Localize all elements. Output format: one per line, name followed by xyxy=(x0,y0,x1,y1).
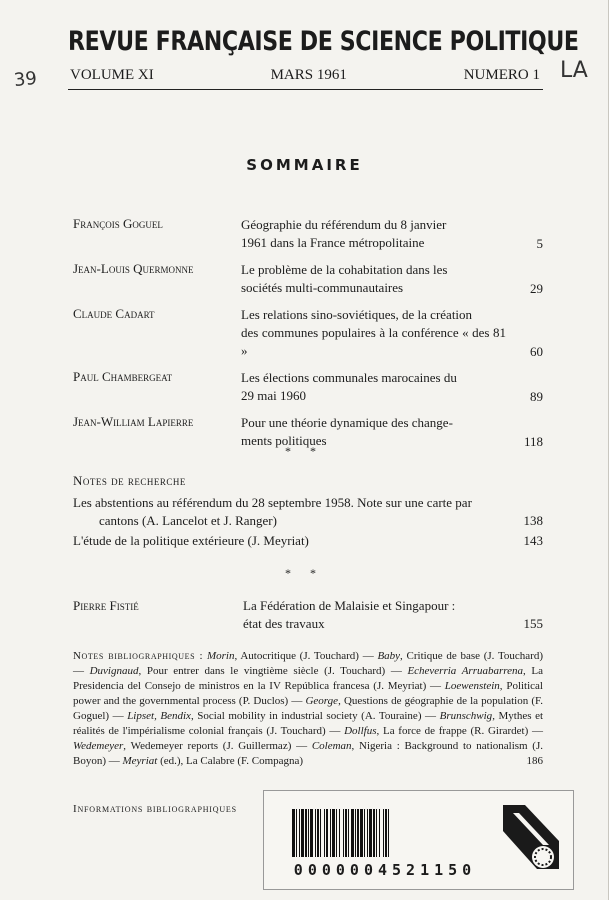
bibliography-author: Loewenstein xyxy=(444,680,500,692)
barcode-bar xyxy=(336,809,337,857)
bibliography-author: Echeverria Arruabarrena xyxy=(407,665,524,677)
bibliography-text: , Questions de géographie de la population (F. Goguel) — xyxy=(73,695,543,722)
barcode-bar xyxy=(357,809,359,857)
barcode-number: 0000004521150 xyxy=(293,861,477,879)
bibliography-author: Dollfus xyxy=(344,725,377,737)
toc-entry[interactable] xyxy=(73,306,543,360)
barcode-bar xyxy=(310,809,313,857)
barcode-bar xyxy=(383,809,384,857)
toc-page-number: 60 xyxy=(530,344,543,359)
bibliography-text: , Autocritique (J. Touchard) — xyxy=(234,650,378,662)
barcode-bar xyxy=(308,809,309,857)
barcode-bar xyxy=(299,809,300,857)
barcode-bar xyxy=(345,809,347,857)
toc-author: François Goguel xyxy=(73,216,163,231)
library-barcode-label xyxy=(263,790,574,890)
bibliography-author: Coleman xyxy=(311,740,352,752)
bibliography-author: Duvignaud xyxy=(89,665,139,677)
barcode-bar xyxy=(376,809,377,857)
barcode-bar xyxy=(301,809,304,857)
bibliography-text: , La Presidencia del Consejo de ministros en la IV República francesa (J. Meyriat) — xyxy=(73,665,543,692)
handwritten-annotation-left: 39 xyxy=(12,67,38,92)
toc-author: Jean-Louis Quermonne xyxy=(73,261,194,276)
barcode-bar xyxy=(305,809,307,857)
special-page-number: 155 xyxy=(523,616,543,631)
barcode-bar xyxy=(315,809,316,857)
barcode-bar xyxy=(332,809,335,857)
toc-author: Jean-William Lapierre xyxy=(73,414,194,429)
barcode-bar xyxy=(317,809,319,857)
toc-title-continuation: des communes populaires à la conférence « des 81 » xyxy=(241,325,506,358)
barcode xyxy=(292,809,486,857)
issue-number: NUMERO 1 xyxy=(463,67,540,83)
bibliography-text: , Nigeria : Background to nationalism (J. Boyon) — xyxy=(73,740,543,767)
section-separator: * * xyxy=(285,444,324,458)
barcode-bar xyxy=(320,809,321,857)
research-notes xyxy=(73,494,543,552)
bibliography-text: , Political power and the governmental process (P. Duclos) — xyxy=(73,680,543,707)
note-entry[interactable] xyxy=(73,494,543,530)
toc-page-number: 118 xyxy=(523,434,543,449)
bibliography-text: , Social mobility in industrial society (A. Touraine) — xyxy=(190,710,440,722)
toc-title-line: Géographie du référendum du 8 janvier xyxy=(241,217,447,232)
bibliographic-notes-text xyxy=(73,649,543,769)
toc-title-continuation: 1961 dans la France métropolitaine xyxy=(241,235,425,250)
barcode-bar xyxy=(364,809,365,857)
special-entry[interactable] xyxy=(73,597,543,633)
barcode-bar xyxy=(388,809,389,857)
barcode-bar xyxy=(324,809,325,857)
bibliographic-notes-page-number: 186 xyxy=(526,755,543,767)
barcode-bar xyxy=(351,809,354,857)
barcode-bar xyxy=(343,809,344,857)
special-author: Pierre Fistié xyxy=(73,598,139,613)
special-title xyxy=(243,597,508,633)
toc-entry[interactable] xyxy=(73,369,543,405)
note-page-number: 138 xyxy=(523,513,543,528)
toc-title-continuation: sociétés multi-communautaires xyxy=(241,280,404,295)
informations-heading: Informations bibliographiques xyxy=(73,803,237,815)
bibliography-author: Baby xyxy=(377,650,401,662)
bibliography-text: , Wedemeyer reports (J. Guillermaz) — xyxy=(123,740,312,752)
barcode-bar xyxy=(385,809,387,857)
toc-author: Paul Chambergeat xyxy=(73,369,173,384)
bibliography-text: , Mythes et réalités de l'impérialisme colonial français (J. Touchard) — xyxy=(73,710,544,737)
barcode-bar xyxy=(330,809,331,857)
bibliography-author: Lipset, Bendix xyxy=(127,710,191,722)
issue-line xyxy=(70,67,540,84)
note-page-number: 143 xyxy=(523,533,543,548)
toc-page-number: 89 xyxy=(530,389,543,404)
barcode-bar xyxy=(292,809,295,857)
toc-title-line: Les relations sino-soviétiques, de la création xyxy=(241,307,473,322)
barcode-bar xyxy=(348,809,349,857)
masthead-rule xyxy=(68,89,543,90)
barcode-bar xyxy=(373,809,375,857)
bibliography-text: (ed.), La Calabre (F. Compagna) xyxy=(157,755,304,767)
toc-title-line: Pour une théorie dynamique des change- xyxy=(241,415,453,430)
barcode-bar xyxy=(339,809,340,857)
section-separator: * * xyxy=(285,566,324,580)
bibliography-author: Wedemeyer xyxy=(73,740,124,752)
toc-title-continuation: ments politiques xyxy=(241,433,327,448)
note-text: Les abstentions au référendum du 28 septembre 1958. Note sur une carte par cantons (A. Lancelot et J. Ranger) xyxy=(73,495,472,528)
barcode-bar xyxy=(326,809,328,857)
barcode-bar xyxy=(296,809,297,857)
special-title-continuation: état des travaux xyxy=(243,616,325,631)
sommaire-heading: SOMMAIRE xyxy=(246,156,363,174)
bibliography-author: Morin xyxy=(206,650,235,662)
barcode-bar xyxy=(379,809,380,857)
bibliography-text: , Pour entrer dans le vingtième siècle (J. Touchard) — xyxy=(138,665,408,677)
volume-label: VOLUME XI xyxy=(70,67,154,83)
toc-page-number: 29 xyxy=(530,281,543,296)
toc-title xyxy=(241,369,506,405)
note-entry[interactable] xyxy=(73,532,543,550)
special-title-line: La Fédération de Malaisie et Singapour : xyxy=(243,598,456,613)
toc-title-line: Le problème de la cohabitation dans les xyxy=(241,262,448,277)
bibliography-author: Meyriat xyxy=(122,755,158,767)
bibliography-text: , La force de frappe (R. Girardet) — xyxy=(376,725,543,737)
issue-date: MARS 1961 xyxy=(270,67,347,83)
toc-entry[interactable] xyxy=(73,216,543,252)
barcode-bar xyxy=(355,809,356,857)
bibliographic-notes-label: Notes bibliographiques : xyxy=(73,650,204,662)
bibliography-author: George xyxy=(305,695,339,707)
toc-title-line: Les élections communales marocaines du xyxy=(241,370,457,385)
barcode-bar xyxy=(369,809,372,857)
bibliographic-notes xyxy=(73,649,543,769)
handwritten-annotation-right: LA xyxy=(560,58,588,83)
toc-title xyxy=(241,306,506,360)
bibliography-author: Brunschwig xyxy=(439,710,493,722)
bibliography-text: , Critique de base (J. Touchard) — xyxy=(73,650,544,677)
barcode-bar xyxy=(360,809,363,857)
journal-title: REVUE FRANÇAISE DE SCIENCE POLITIQUE xyxy=(68,26,579,57)
toc-title xyxy=(241,261,506,297)
toc-page-number: 5 xyxy=(536,236,543,251)
toc-title xyxy=(241,216,506,252)
barcode-bar xyxy=(367,809,368,857)
note-text: L'étude de la politique extérieure (J. Meyriat) xyxy=(73,533,309,548)
toc-entry[interactable] xyxy=(73,261,543,297)
library-logo-icon xyxy=(499,801,563,873)
table-of-contents xyxy=(73,216,543,459)
notes-heading: Notes de recherche xyxy=(73,473,186,488)
toc-author: Claude Cadart xyxy=(73,306,155,321)
toc-title-continuation: 29 mai 1960 xyxy=(241,388,306,403)
